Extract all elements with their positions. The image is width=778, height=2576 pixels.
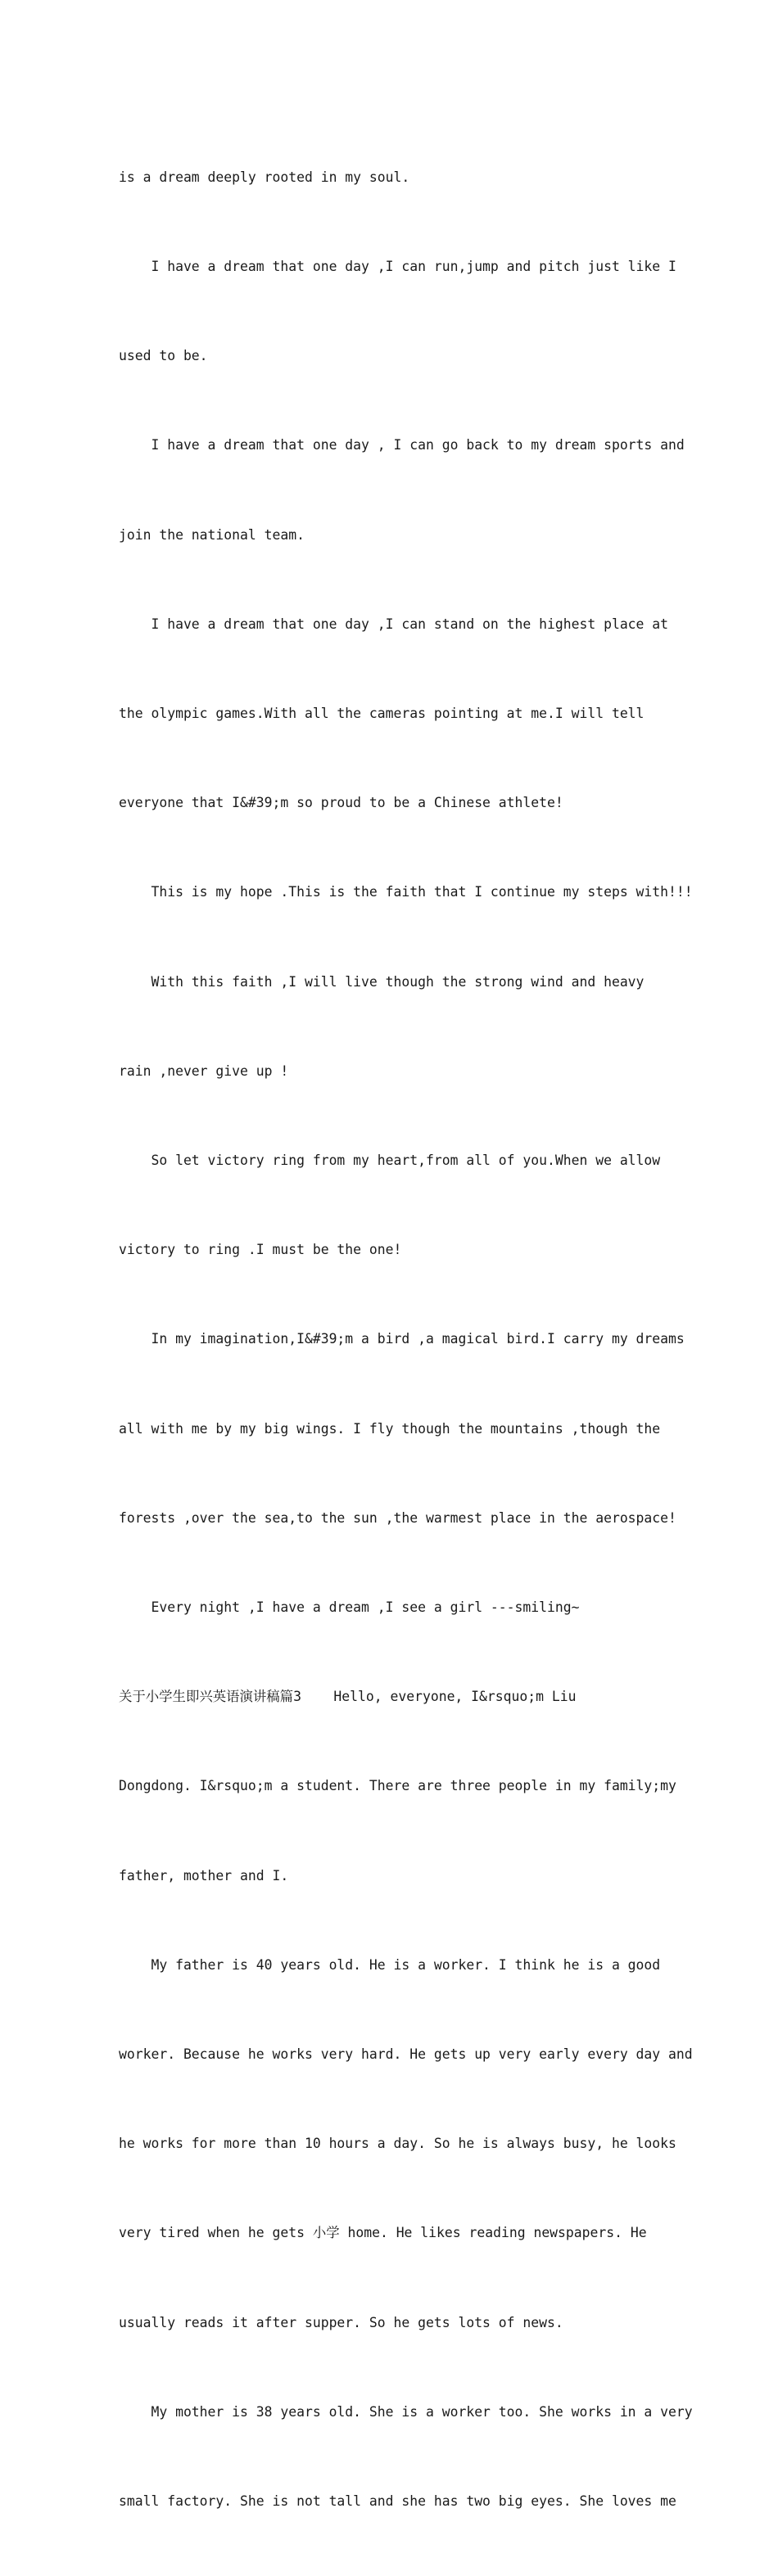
- text-line: used to be.: [119, 348, 208, 364]
- text-line: victory to ring .I must be the one!: [119, 1242, 402, 1258]
- text-line: usually reads it after supper. So he gets lots of news.: [119, 2314, 563, 2330]
- document-body: [119, 103, 693, 2576]
- text-line: he works for more than 10 hours a day. So he is always busy, he looks: [119, 2136, 676, 2152]
- text-line: rain ,never give up !: [119, 1062, 289, 1079]
- text-line: all with me by my big wings. I fly though the mountains ,though the: [119, 1420, 661, 1437]
- text-line: Dongdong. I&rsquo;m a student. There are three people in my family;my: [119, 1778, 676, 1794]
- text-line: Every night ,I have a dream ,I see a girl ---smiling~: [119, 1599, 580, 1616]
- text-line: In my imagination,I&#39;m a bird ,a magical bird.I carry my dreams: [119, 1331, 685, 1347]
- text-line: I have a dream that one day , I can go back to my dream sports and: [119, 437, 685, 453]
- text-line: forests ,over the sea,to the sun ,the warmest place in the aerospace!: [119, 1509, 676, 1526]
- text-line: So let victory ring from my heart,from all of you.When we allow: [119, 1153, 661, 1169]
- text-line: My father is 40 years old. He is a worker. I think he is a good: [119, 1956, 661, 1973]
- text-line: My mother is 38 years old. She is a worker too. She works in a very: [119, 2403, 693, 2420]
- text-line: With this faith ,I will live though the strong wind and heavy: [119, 973, 645, 990]
- text-line: I have a dream that one day ,I can run,jump and pitch just like I: [119, 259, 676, 275]
- text-line: This is my hope .This is the faith that I continue my steps with!!!: [119, 884, 693, 900]
- text-line: worker. Because he works very hard. He gets up very early every day and: [119, 2046, 693, 2063]
- text-line: the olympic games.With all the cameras pointing at me.I will tell: [119, 706, 645, 722]
- section-heading-line: 关于小学生即兴英语演讲稿篇3 Hello, everyone, I&rsquo;m Liu: [119, 1689, 577, 1705]
- text-line: is a dream deeply rooted in my soul.: [119, 169, 410, 185]
- text-line: I have a dream that one day ,I can stand on the highest place at: [119, 616, 669, 632]
- text-line: small factory. She is not tall and she has two big eyes. She loves me: [119, 2493, 676, 2510]
- text-line: father, mother and I.: [119, 1867, 289, 1884]
- text-line: very tired when he gets 小学 home. He likes reading newspapers. He: [119, 2225, 647, 2241]
- text-line: everyone that I&#39;m so proud to be a Chinese athlete!: [119, 795, 563, 811]
- text-line: join the national team.: [119, 526, 305, 543]
